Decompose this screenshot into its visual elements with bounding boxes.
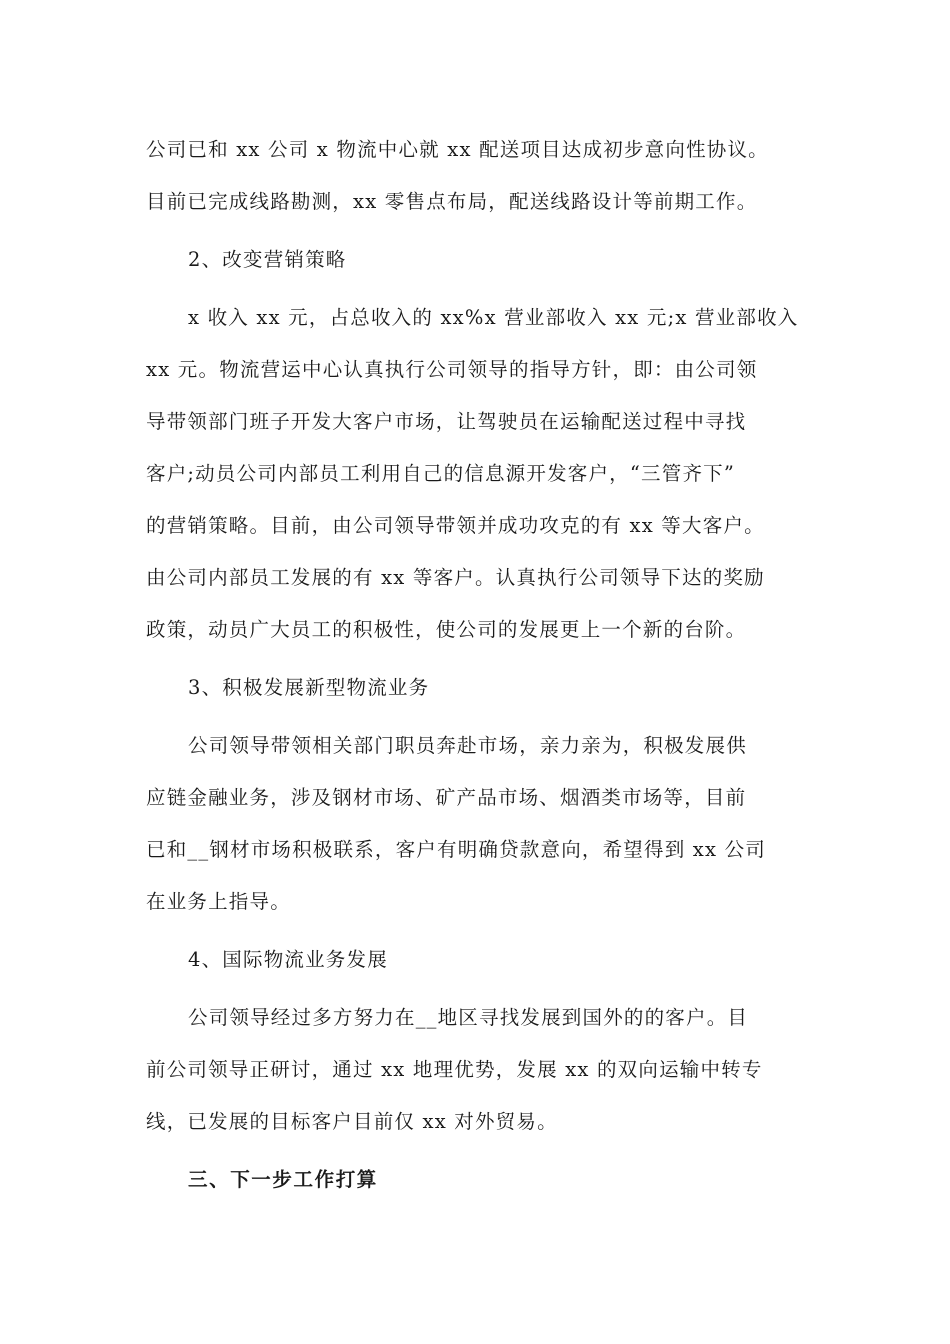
paragraph-line: 在业务上指导。 [146, 890, 291, 913]
paragraph-line: 的营销策略。目前，由公司领导带领并成功攻克的有 xx 等大客户。 [146, 514, 765, 537]
paragraph-line: 线，已发展的目标客户目前仅 xx 对外贸易。 [146, 1110, 558, 1133]
section-heading-international-logistics: 4、国际物流业务发展 [188, 948, 388, 971]
section-heading-new-logistics: 3、积极发展新型物流业务 [188, 676, 430, 699]
paragraph-line: x 收入 xx 元，占总收入的 xx%x 营业部收入 xx 元;x 营业部收入 [188, 306, 799, 329]
paragraph-line: 政策，动员广大员工的积极性，使公司的发展更上一个新的台阶。 [146, 618, 747, 641]
paragraph-line: 目前已完成线路勘测，xx 零售点布局，配送线路设计等前期工作。 [146, 190, 758, 213]
paragraph-line: 应链金融业务，涉及钢材市场、矿产品市场、烟酒类市场等，目前 [146, 786, 747, 809]
paragraph-line: 公司领导经过多方努力在__地区寻找发展到国外的的客户。目 [188, 1006, 749, 1029]
paragraph-line: 公司已和 xx 公司 x 物流中心就 xx 配送项目达成初步意向性协议。 [146, 138, 769, 161]
paragraph-line: 前公司领导正研讨，通过 xx 地理优势，发展 xx 的双向运输中转专 [146, 1058, 763, 1081]
paragraph-line: 已和__钢材市场积极联系，客户有明确贷款意向，希望得到 xx 公司 [146, 838, 766, 861]
section-heading-marketing-strategy: 2、改变营销策略 [188, 248, 347, 271]
document-page [146, 132, 806, 1214]
paragraph-line: 导带领部门班子开发大客户市场，让驾驶员在运输配送过程中寻找 [146, 410, 747, 433]
paragraph-line: 由公司内部员工发展的有 xx 等客户。认真执行公司领导下达的奖励 [146, 566, 765, 589]
section-heading-next-steps: 三、下一步工作打算 [188, 1168, 378, 1191]
paragraph-line: xx 元。物流营运中心认真执行公司领导的指导方针，即：由公司领 [146, 358, 758, 381]
paragraph-line: 客户;动员公司内部员工利用自己的信息源开发客户，“三管齐下” [146, 462, 736, 485]
paragraph-line: 公司领导带领相关部门职员奔赴市场，亲力亲为，积极发展供 [188, 734, 747, 757]
